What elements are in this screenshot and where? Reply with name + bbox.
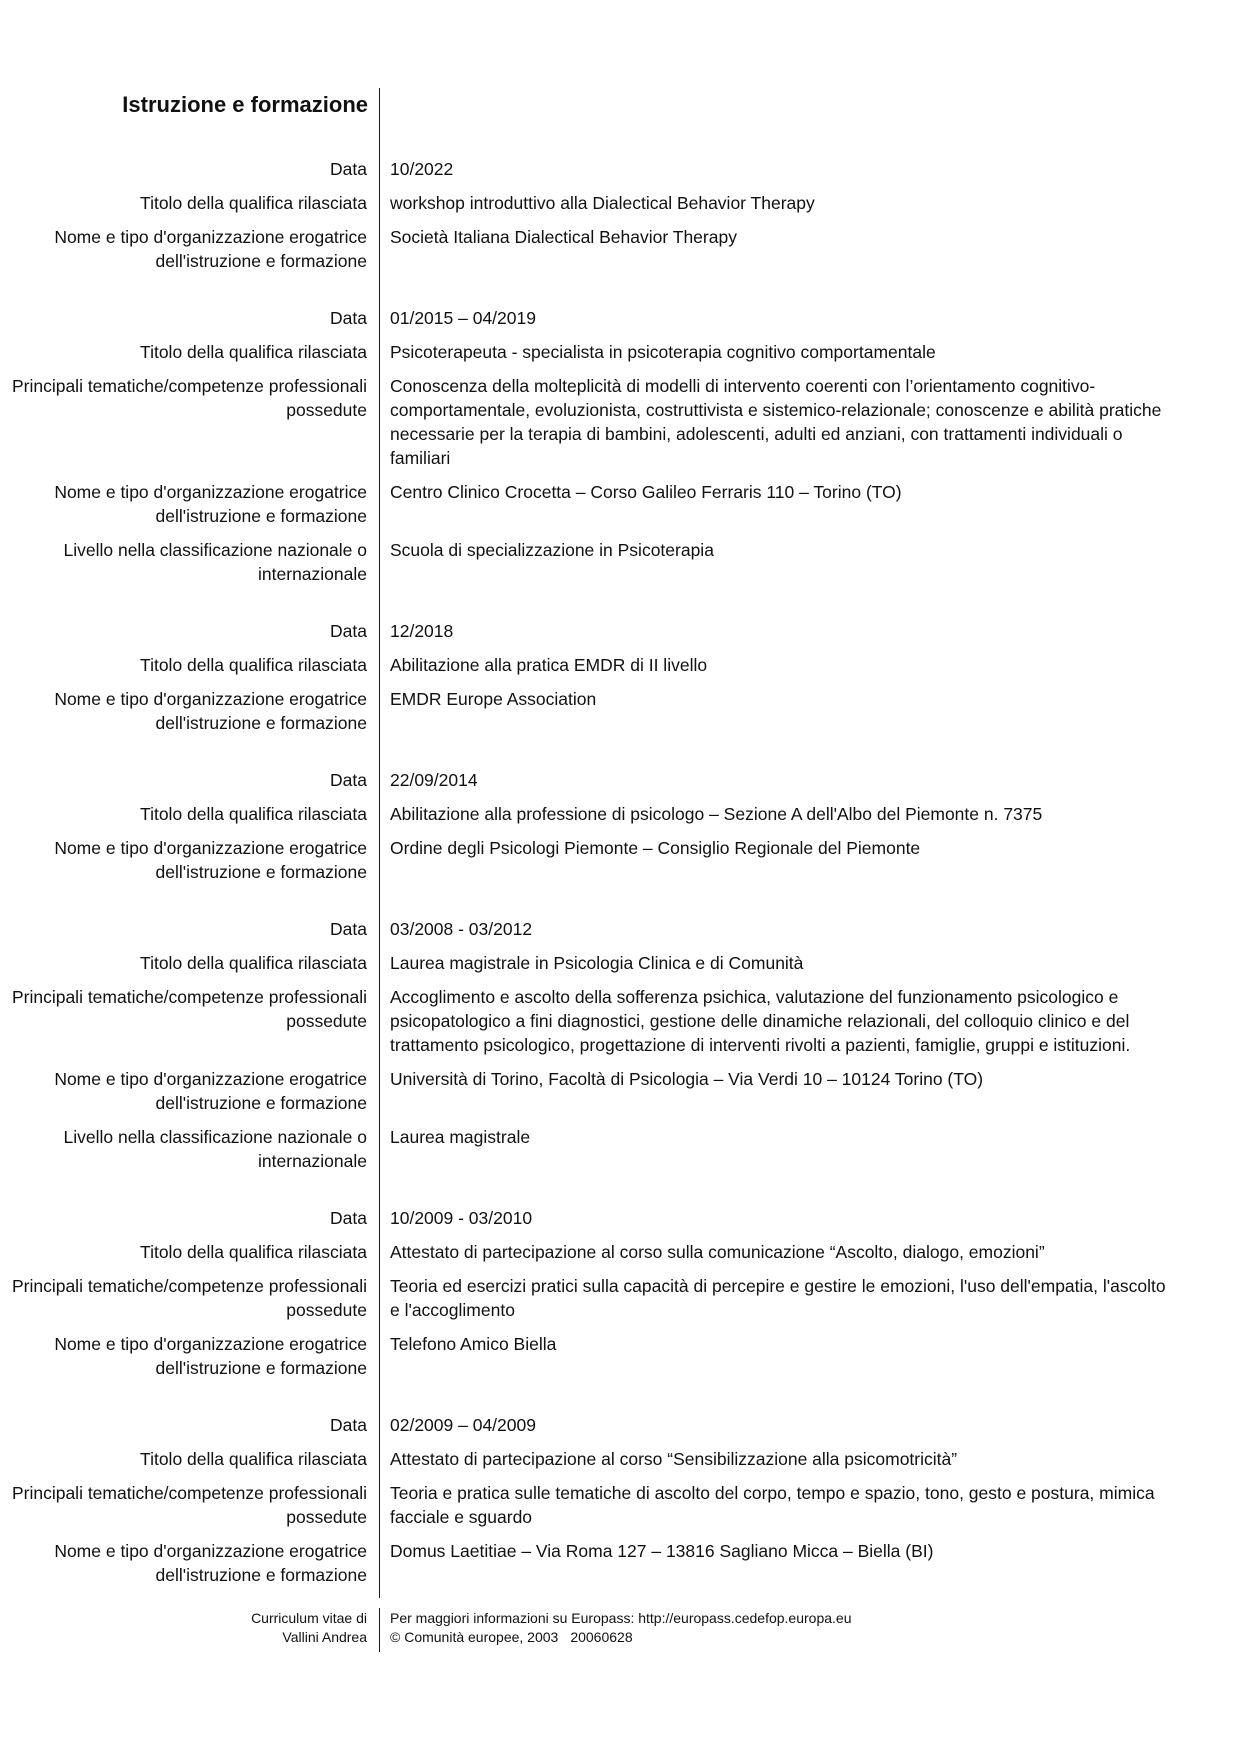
field-value: Società Italiana Dialectical Behavior Therapy: [390, 227, 737, 247]
field-value: Conoscenza della molteplicità di modelli di intervento coerenti con l’orientamento cognitivo-comportamentale, evoluzionista, costruttivista e sistemico-relazionale; conoscenze e abilità pratiche necessarie per la terapia di bambini, adolescenti, adulti ed anziani, con trattamenti individuali o familiari: [390, 376, 1162, 468]
entry-row: [0, 836, 1241, 884]
field-label: Titolo della qualifica rilasciata: [140, 1242, 367, 1262]
field-label: Principali tematiche/competenze professionali possedute: [11, 987, 367, 1031]
field-value: EMDR Europe Association: [390, 689, 597, 709]
field-value: Abilitazione alla pratica EMDR di II livello: [390, 655, 708, 675]
entry-row: [0, 917, 1241, 941]
entry-row: [0, 538, 1241, 586]
footer-copyright: © Comunità europee, 2003: [390, 1629, 559, 1645]
education-entry: [0, 306, 1241, 586]
field-label: Titolo della qualifica rilasciata: [140, 804, 367, 824]
entry-row: [0, 225, 1241, 273]
field-value: Telefono Amico Biella: [390, 1334, 557, 1354]
field-value: Scuola di specializzazione in Psicoterapia: [390, 540, 714, 560]
footer-owner-name: Vallini Andrea: [282, 1629, 367, 1645]
field-label: Titolo della qualifica rilasciata: [140, 193, 367, 213]
field-label: Principali tematiche/competenze professionali possedute: [11, 376, 367, 420]
entry-row: [0, 687, 1241, 735]
field-value: Attestato di partecipazione al corso sulla comunicazione “Ascolto, dialogo, emozioni”: [390, 1242, 1045, 1262]
entry-row: [0, 306, 1241, 330]
entry-row: [0, 374, 1241, 470]
entry-row: [0, 1539, 1241, 1587]
field-value: 10/2022: [390, 159, 454, 179]
entry-row: [0, 802, 1241, 826]
field-label: Nome e tipo d'organizzazione erogatrice dell'istruzione e formazione: [54, 482, 367, 526]
field-value: 01/2015 – 04/2019: [390, 308, 536, 328]
field-value: workshop introduttivo alla Dialectical Behavior Therapy: [390, 193, 815, 213]
entry-row: [0, 619, 1241, 643]
entry-row: [0, 951, 1241, 975]
field-label: Titolo della qualifica rilasciata: [140, 1449, 367, 1469]
entry-row: [0, 1332, 1241, 1380]
field-label: Nome e tipo d'organizzazione erogatrice dell'istruzione e formazione: [54, 838, 367, 882]
entry-row: [0, 1240, 1241, 1264]
field-label: Titolo della qualifica rilasciata: [140, 953, 367, 973]
education-entry: [0, 768, 1241, 884]
entry-row: [0, 1067, 1241, 1115]
entry-row: [0, 768, 1241, 792]
education-entry: [0, 1413, 1241, 1587]
field-label: Titolo della qualifica rilasciata: [140, 655, 367, 675]
entry-row: [0, 985, 1241, 1057]
education-entry: [0, 619, 1241, 735]
field-value: 02/2009 – 04/2009: [390, 1415, 536, 1435]
footer: [0, 1609, 1241, 1647]
entry-row: [0, 157, 1241, 181]
field-label: Data: [330, 1415, 367, 1435]
education-entries: [0, 157, 1241, 1620]
footer-europass-info: Per maggiori informazioni su Europass: http://europass.cedefop.europa.eu: [390, 1610, 852, 1626]
field-value: Teoria e pratica sulle tematiche di ascolto del corpo, tempo e spazio, tono, gesto e postura, mimica facciale e sguardo: [390, 1483, 1155, 1527]
footer-copyright-line: [390, 1628, 852, 1647]
field-value: Teoria ed esercizi pratici sulla capacità di percepire e gestire le emozioni, l'uso dell'empatia, l'ascolto e l'accoglimento: [390, 1276, 1166, 1320]
field-value: Abilitazione alla professione di psicologo – Sezione A dell'Albo del Piemonte n. 7375: [390, 804, 1043, 824]
field-value: 03/2008 - 03/2012: [390, 919, 533, 939]
field-label: Data: [330, 159, 367, 179]
field-value: 10/2009 - 03/2010: [390, 1208, 533, 1228]
field-label: Livello nella classificazione nazionale o internazionale: [63, 540, 367, 584]
field-label: Data: [330, 621, 367, 641]
field-label: Nome e tipo d'organizzazione erogatrice dell'istruzione e formazione: [54, 1541, 367, 1585]
education-entry: [0, 1206, 1241, 1380]
entry-row: [0, 191, 1241, 215]
field-value: Psicoterapeuta - specialista in psicoterapia cognitivo comportamentale: [390, 342, 936, 362]
field-value: Centro Clinico Crocetta – Corso Galileo Ferraris 110 – Torino (TO): [390, 482, 902, 502]
field-label: Data: [330, 919, 367, 939]
field-label: Data: [330, 308, 367, 328]
field-label: Nome e tipo d'organizzazione erogatrice dell'istruzione e formazione: [54, 689, 367, 733]
entry-row: [0, 1274, 1241, 1322]
entry-row: [0, 653, 1241, 677]
entry-row: [0, 1206, 1241, 1230]
field-value: Laurea magistrale: [390, 1127, 531, 1147]
field-label: Principali tematiche/competenze professionali possedute: [11, 1483, 367, 1527]
field-label: Livello nella classificazione nazionale o internazionale: [63, 1127, 367, 1171]
field-value: 12/2018: [390, 621, 454, 641]
footer-owner: [0, 1609, 367, 1647]
footer-cv-label: Curriculum vitae di: [251, 1610, 367, 1626]
field-label: Data: [330, 1208, 367, 1228]
field-value: Università di Torino, Facoltà di Psicologia – Via Verdi 10 – 10124 Torino (TO): [390, 1069, 984, 1089]
education-entry: [0, 917, 1241, 1173]
footer-info: [390, 1609, 852, 1647]
entry-row: [0, 340, 1241, 364]
entry-row: [0, 1413, 1241, 1437]
education-entry: [0, 157, 1241, 273]
footer-code: 20060628: [570, 1629, 633, 1645]
entry-row: [0, 480, 1241, 528]
field-value: Domus Laetitiae – Via Roma 127 – 13816 Sagliano Micca – Biella (BI): [390, 1541, 934, 1561]
field-label: Titolo della qualifica rilasciata: [140, 342, 367, 362]
entry-row: [0, 1447, 1241, 1471]
field-value: Accoglimento e ascolto della sofferenza psichica, valutazione del funzionamento psicologico e psicopatologico a fini diagnostici, gestione delle dinamiche relazionali, del colloquio clinico e del trattamento psicologico, progettazione di interventi rivolti a pazienti, famiglie, gruppi e istituzioni.: [390, 987, 1131, 1055]
field-label: Data: [330, 770, 367, 790]
entry-row: [0, 1481, 1241, 1529]
section-title: Istruzione e formazione: [122, 92, 368, 117]
field-label: Nome e tipo d'organizzazione erogatrice dell'istruzione e formazione: [54, 227, 367, 271]
field-value: Ordine degli Psicologi Piemonte – Consiglio Regionale del Piemonte: [390, 838, 921, 858]
field-label: Principali tematiche/competenze professionali possedute: [11, 1276, 367, 1320]
field-value: Attestato di partecipazione al corso “Sensibilizzazione alla psicomotricità”: [390, 1449, 958, 1469]
field-label: Nome e tipo d'organizzazione erogatrice dell'istruzione e formazione: [54, 1334, 367, 1378]
field-value: Laurea magistrale in Psicologia Clinica e di Comunità: [390, 953, 804, 973]
field-value: 22/09/2014: [390, 770, 478, 790]
entry-row: [0, 1125, 1241, 1173]
field-label: Nome e tipo d'organizzazione erogatrice dell'istruzione e formazione: [54, 1069, 367, 1113]
